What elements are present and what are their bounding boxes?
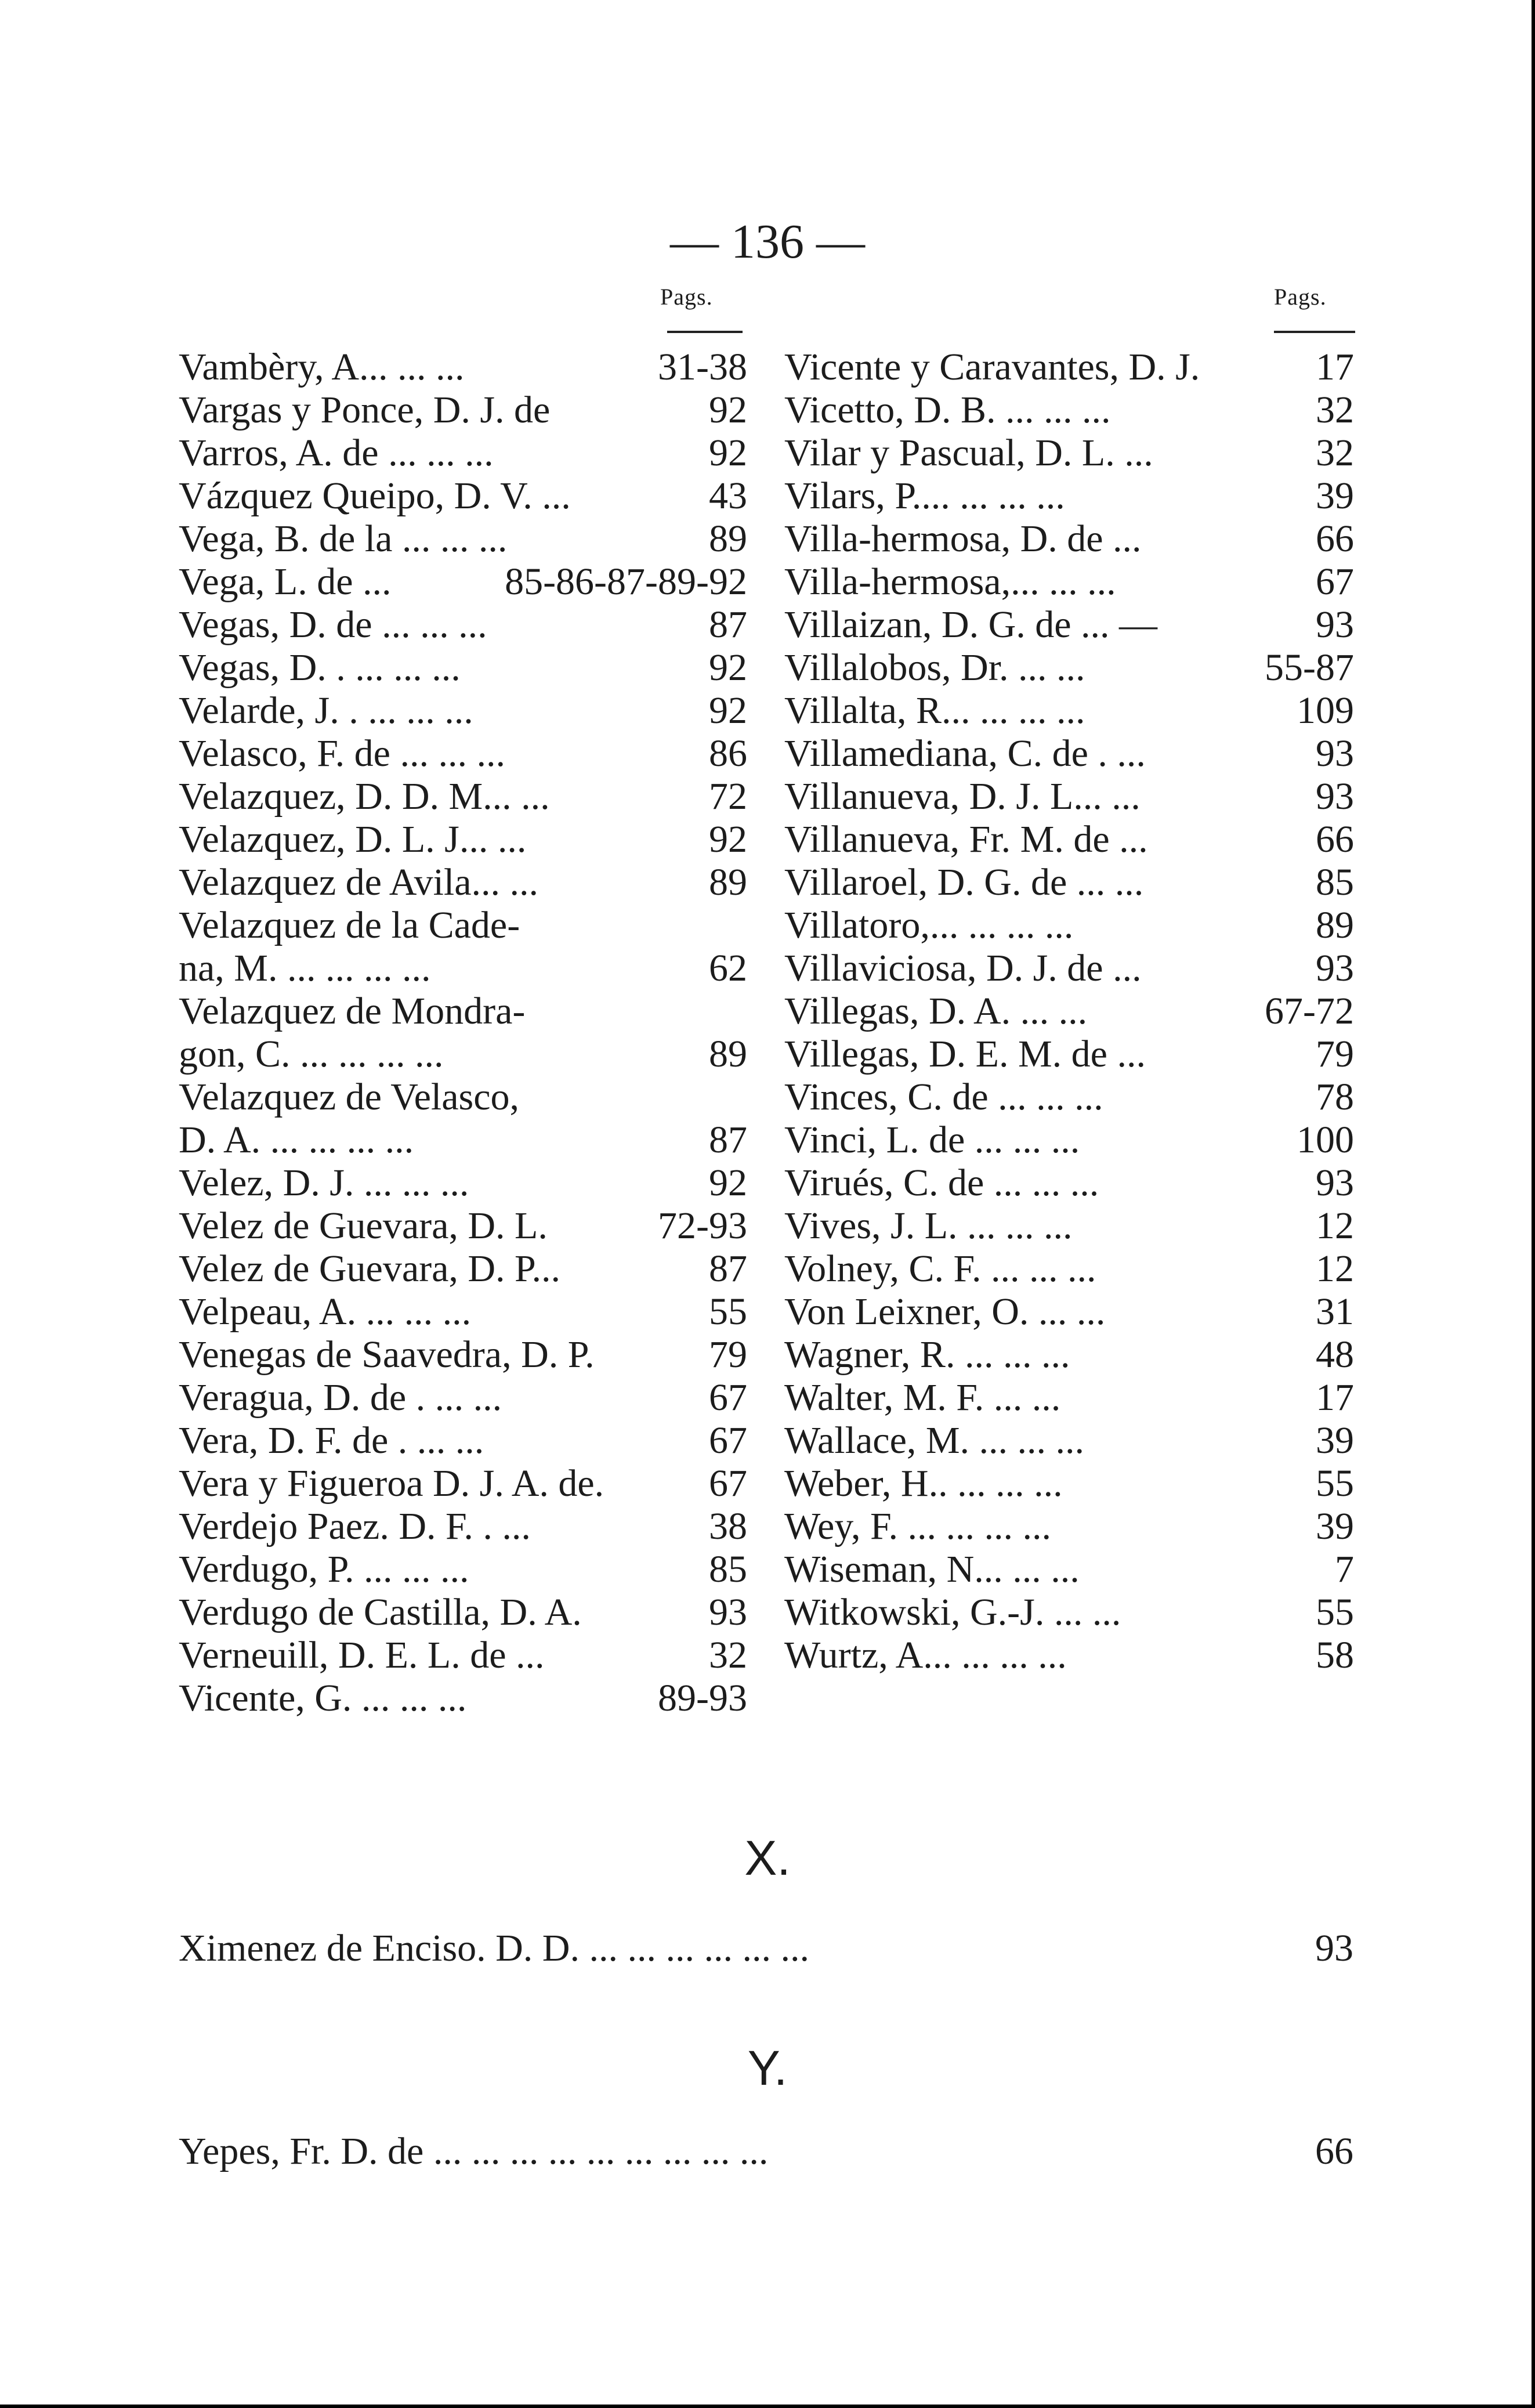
index-entry — [179, 1376, 747, 1419]
entry-name: Varros, A. de ... ... ... — [179, 432, 494, 474]
entry-page: 85 — [709, 1548, 747, 1590]
entry-name: Velarde, J. . ... ... ... — [179, 689, 473, 732]
entry-name: Villegas, D. E. M. de ... — [784, 1033, 1146, 1075]
entry-name: Vilars, P.... ... ... ... — [784, 475, 1065, 517]
index-entry — [784, 904, 1354, 947]
index-entry — [784, 689, 1354, 732]
entry-page: 67 — [709, 1376, 747, 1419]
page-number: — 136 — — [670, 215, 865, 269]
entry-page: 92 — [709, 432, 747, 474]
entry-page: 38 — [709, 1505, 747, 1548]
entry-page: 92 — [709, 1162, 747, 1204]
entry-name: Wallace, M. ... ... ... — [784, 1419, 1085, 1462]
entry-name: Vargas y Ponce, D. J. de — [179, 389, 551, 431]
index-entry — [179, 1419, 747, 1462]
entry-name: Wiseman, N... ... ... — [784, 1548, 1080, 1590]
entry-page: 31-38 — [658, 346, 747, 388]
entry-page: 72-93 — [658, 1205, 747, 1247]
entry-name: Ximenez de Enciso. D. D. ... ... ... ... ... ... — [179, 1927, 809, 1969]
entry-name: Verdugo, P. ... ... ... — [179, 1548, 469, 1590]
entry-name: Velez de Guevara, D. L. — [179, 1205, 548, 1247]
entry-page: 87 — [709, 1248, 747, 1290]
entry-name: Vega, L. de ... — [179, 561, 392, 603]
entry-page: 89-93 — [658, 1677, 747, 1719]
entry-name: Volney, C. F. ... ... ... — [784, 1248, 1096, 1290]
entry-page: 32 — [1316, 389, 1354, 431]
entry-page: 55 — [1316, 1462, 1354, 1505]
index-entry — [179, 389, 747, 432]
entry-page: 79 — [709, 1333, 747, 1376]
entry-page: 109 — [1297, 689, 1354, 732]
entry-page: 93 — [1316, 775, 1354, 818]
entry-page: 92 — [709, 689, 747, 732]
entry-name: Villalta, R... ... ... ... — [784, 689, 1085, 732]
entry-name: Witkowski, G.-J. ... ... — [784, 1591, 1121, 1633]
entry-name: Vinci, L. de ... ... ... — [784, 1119, 1080, 1161]
entry-name: na, M. ... ... ... ... — [179, 947, 431, 989]
entry-page: 7 — [1335, 1548, 1354, 1590]
index-entry — [784, 603, 1354, 646]
entry-page: 12 — [1316, 1248, 1354, 1290]
entry-name: Villatoro,... ... ... ... — [784, 904, 1074, 946]
index-entry — [179, 1119, 747, 1162]
entry-page: 12 — [1316, 1205, 1354, 1247]
entry-page: 39 — [1316, 475, 1354, 517]
entry-name: Villegas, D. A. ... ... — [784, 990, 1088, 1032]
entry-name: Vera, D. F. de . ... ... — [179, 1419, 484, 1462]
entry-name: Villaizan, D. G. de ... — — [784, 603, 1158, 646]
entry-name: Villa-hermosa, D. de ... — [784, 518, 1142, 560]
entry-page: 66 — [1316, 818, 1354, 860]
entry-page: 93 — [1316, 732, 1354, 775]
index-entry — [784, 1333, 1354, 1376]
entry-name: Yepes, Fr. D. de ... ... ... ... ... ... ... ... ... — [179, 2130, 769, 2172]
index-entry — [784, 1376, 1354, 1419]
entry-name: Velazquez, D. L. J... ... — [179, 818, 527, 860]
entry-name: Vives, J. L. ... ... ... — [784, 1205, 1073, 1247]
index-entry — [179, 603, 747, 646]
index-entry — [784, 432, 1354, 475]
index-entry — [784, 1290, 1354, 1333]
entry-page: 58 — [1316, 1634, 1354, 1676]
entry-page: 93 — [1316, 947, 1354, 989]
entry-name: gon, C. ... ... ... ... — [179, 1033, 444, 1075]
index-entry — [179, 1162, 747, 1205]
index-column-right — [784, 346, 1354, 1677]
index-entry — [179, 475, 747, 518]
entry-name: Velazquez, D. D. M... ... — [179, 775, 550, 818]
index-entry — [784, 475, 1354, 518]
entry-name: Verdugo de Castilla, D. A. — [179, 1591, 582, 1633]
index-entry — [179, 1333, 747, 1376]
index-entry — [784, 1119, 1354, 1162]
entry-name: Villaviciosa, D. J. de ... — [784, 947, 1142, 989]
entry-page: 89 — [709, 1033, 747, 1075]
index-entry — [784, 990, 1354, 1033]
pags-label-right: Pags. — [1274, 284, 1327, 310]
entry-name: Vicetto, D. B. ... ... ... — [784, 389, 1111, 431]
entry-page: 55-87 — [1265, 646, 1354, 689]
index-entry-yepes — [179, 2128, 1353, 2175]
entry-name: Vilar y Pascual, D. L. ... — [784, 432, 1153, 474]
index-entry — [179, 1248, 747, 1290]
entry-name: Villamediana, C. de . ... — [784, 732, 1146, 775]
index-entry — [784, 1248, 1354, 1290]
index-entry — [784, 1419, 1354, 1462]
entry-page: 93 — [709, 1591, 747, 1633]
index-entry — [784, 346, 1354, 389]
entry-page: 92 — [709, 818, 747, 860]
index-entry — [784, 518, 1354, 561]
entry-page: 39 — [1316, 1419, 1354, 1462]
entry-page: 93 — [1316, 1162, 1354, 1204]
entry-page: 17 — [1316, 346, 1354, 388]
entry-name: Walter, M. F. ... ... — [784, 1376, 1061, 1419]
index-entry — [784, 646, 1354, 689]
section-heading-y: Y. — [747, 2041, 788, 2095]
entry-page: 87 — [709, 1119, 747, 1161]
index-entry — [179, 1548, 747, 1591]
index-entry — [784, 1076, 1354, 1119]
index-entry — [179, 1033, 747, 1076]
entry-page: 62 — [709, 947, 747, 989]
entry-name: Villa-hermosa,... ... ... — [784, 561, 1116, 603]
entry-page: 86 — [709, 732, 747, 775]
entry-name: Venegas de Saavedra, D. P. — [179, 1333, 595, 1376]
entry-page: 93 — [1316, 603, 1354, 646]
entry-name: Von Leixner, O. ... ... — [784, 1290, 1106, 1333]
index-entry — [179, 518, 747, 561]
entry-page: 85-86-87-89-92 — [505, 561, 747, 603]
entry-page: 32 — [709, 1634, 747, 1676]
index-entry — [784, 732, 1354, 775]
entry-page: 79 — [1316, 1033, 1354, 1075]
index-entry — [784, 1462, 1354, 1505]
entry-name: Villanueva, D. J. L... ... — [784, 775, 1141, 818]
entry-name: Vambèry, A... ... ... — [179, 346, 465, 388]
pags-rule-right — [1274, 331, 1355, 333]
entry-page: 48 — [1316, 1333, 1354, 1376]
index-entry — [784, 775, 1354, 818]
entry-page: 43 — [709, 475, 747, 517]
index-entry — [179, 346, 747, 389]
entry-name: Verneuill, D. E. L. de ... — [179, 1634, 545, 1676]
entry-name: Vega, B. de la ... ... ... — [179, 518, 508, 560]
entry-page: 67 — [709, 1462, 747, 1505]
entry-page: 78 — [1316, 1076, 1354, 1118]
entry-name: Veragua, D. de . ... ... — [179, 1376, 502, 1419]
entry-name: Weber, H.. ... ... ... — [784, 1462, 1063, 1505]
index-entry — [179, 1677, 747, 1720]
entry-name: Velez de Guevara, D. P... — [179, 1248, 560, 1290]
entry-name: Vázquez Queipo, D. V. ... — [179, 475, 571, 517]
entry-name: Vicente y Caravantes, D. J. — [784, 346, 1200, 388]
entry-name: Virués, C. de ... ... ... — [784, 1162, 1099, 1204]
index-entry — [179, 732, 747, 775]
entry-name: Vicente, G. ... ... ... — [179, 1677, 467, 1719]
index-entry — [784, 947, 1354, 990]
index-entry — [179, 1591, 747, 1634]
index-entry — [179, 646, 747, 689]
index-entry — [784, 818, 1354, 861]
index-entry — [784, 561, 1354, 603]
entry-page: 89 — [709, 861, 747, 903]
index-entry — [784, 389, 1354, 432]
index-entry — [784, 1205, 1354, 1248]
index-entry — [179, 990, 747, 1033]
entry-page: 67 — [709, 1419, 747, 1462]
entry-page: 67 — [1316, 561, 1354, 603]
entry-page: 55 — [1316, 1591, 1354, 1633]
section-heading-x: X. — [744, 1831, 791, 1885]
entry-page: 17 — [1316, 1376, 1354, 1419]
index-entry — [784, 1548, 1354, 1591]
entry-page: 100 — [1297, 1119, 1354, 1161]
index-entry-ximenez — [179, 1925, 1353, 1972]
entry-name: Velez, D. J. ... ... ... — [179, 1162, 469, 1204]
index-entry — [179, 775, 747, 818]
entry-page: 66 — [1315, 2130, 1353, 2172]
entry-page: 89 — [1316, 904, 1354, 946]
pags-rule-left — [667, 331, 743, 333]
entry-name: Velazquez de Velasco, — [179, 1076, 520, 1118]
index-entry — [179, 561, 747, 603]
entry-name: Velazquez de la Cade- — [179, 904, 520, 946]
entry-page: 93 — [1315, 1927, 1353, 1969]
entry-name: Wurtz, A... ... ... ... — [784, 1634, 1067, 1676]
index-entry — [784, 1634, 1354, 1677]
index-entry — [179, 818, 747, 861]
index-entry — [179, 1462, 747, 1505]
index-column-left — [179, 346, 747, 1720]
entry-page: 66 — [1316, 518, 1354, 560]
entry-page: 87 — [709, 603, 747, 646]
entry-name: Velpeau, A. ... ... ... — [179, 1290, 472, 1333]
index-entry — [784, 1033, 1354, 1076]
entry-page: 89 — [709, 518, 747, 560]
index-entry — [179, 1505, 747, 1548]
entry-page: 92 — [709, 646, 747, 689]
pags-label-left: Pags. — [660, 284, 713, 310]
index-entry — [784, 1591, 1354, 1634]
entry-name: Vegas, D. de ... ... ... — [179, 603, 487, 646]
index-entry — [179, 432, 747, 475]
index-entry — [179, 1634, 747, 1677]
index-entry — [784, 1162, 1354, 1205]
entry-name: D. A. ... ... ... ... — [179, 1119, 414, 1161]
entry-name: Velasco, F. de ... ... ... — [179, 732, 505, 775]
entry-name: Vegas, D. . ... ... ... — [179, 646, 461, 689]
index-entry — [179, 1076, 747, 1119]
entry-page: 32 — [1316, 432, 1354, 474]
index-entry — [179, 1205, 747, 1248]
entry-name: Vera y Figueroa D. J. A. de. — [179, 1462, 604, 1505]
entry-name: Villanueva, Fr. M. de ... — [784, 818, 1148, 860]
entry-name: Vinces, C. de ... ... ... — [784, 1076, 1103, 1118]
index-entry — [179, 947, 747, 990]
index-entry — [179, 689, 747, 732]
entry-name: Verdejo Paez. D. F. . ... — [179, 1505, 531, 1548]
entry-name: Velazquez de Avila... ... — [179, 861, 539, 903]
entry-name: Velazquez de Mondra- — [179, 990, 526, 1032]
entry-page: 72 — [709, 775, 747, 818]
index-entry — [179, 1290, 747, 1333]
entry-page: 67-72 — [1265, 990, 1354, 1032]
index-entry — [179, 904, 747, 947]
index-entry — [179, 861, 747, 904]
entry-name: Villalobos, Dr. ... ... — [784, 646, 1085, 689]
entry-page: 85 — [1316, 861, 1354, 903]
entry-name: Wey, F. ... ... ... ... — [784, 1505, 1051, 1548]
entry-name: Wagner, R. ... ... ... — [784, 1333, 1070, 1376]
index-entry — [784, 861, 1354, 904]
entry-page: 55 — [709, 1290, 747, 1333]
entry-page: 39 — [1316, 1505, 1354, 1548]
index-entry — [784, 1505, 1354, 1548]
entry-name: Villaroel, D. G. de ... ... — [784, 861, 1144, 903]
entry-page: 92 — [709, 389, 747, 431]
entry-page: 31 — [1316, 1290, 1354, 1333]
